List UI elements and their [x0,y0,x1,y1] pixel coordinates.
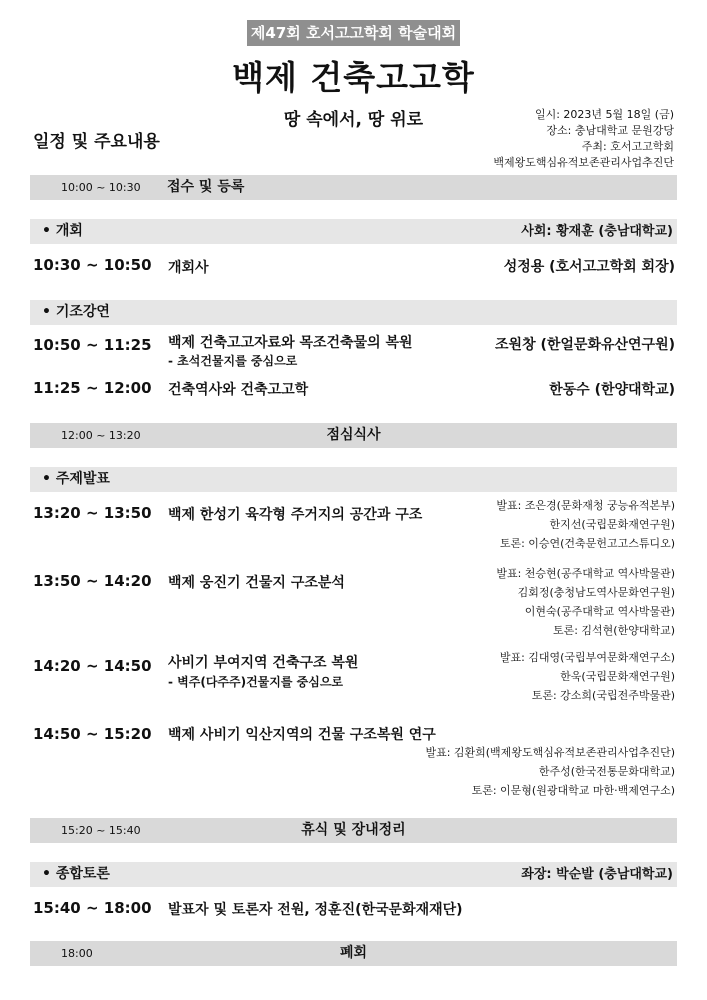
person-line: 토론: 김석현(한양대학교) [552,624,675,637]
info-host: 주최: 호서고고학회 [581,140,674,153]
person-line: 한욱(국립문화재연구원) [560,670,675,683]
person-line: 토론: 강소희(국립전주박물관) [531,689,675,702]
keynote-talk: 건축역사와 건축고고학 [168,382,309,398]
presentation-time: 13:50 ~ 14:20 [33,572,152,590]
person-line: 김회정(충청남도역사문화연구원) [517,586,675,599]
lunch-label: 점심식사 [326,427,381,443]
section-discussion [30,862,677,887]
lunch-bar [30,423,677,448]
break-bar [30,818,677,843]
presentation-talk: 백제 사비기 익산지역의 건물 구조복원 연구 [168,727,436,743]
keynote-talk: 백제 건축고고자료와 목조건축물의 복원 [168,335,413,351]
presentation-time: 13:20 ~ 13:50 [33,504,152,522]
info-venue: 장소: 충남대학교 문원강당 [546,124,674,137]
opening-time: 10:30 ~ 10:50 [33,256,152,274]
break-time: 15:20 ~ 15:40 [61,824,141,837]
section-opening [30,219,677,244]
presentation-people [500,648,675,705]
person-line: 이현숙(공주대학교 역사박물관) [524,605,675,618]
presentation-talk: 백제 한성기 육각형 주거지의 공간과 구조 [168,507,423,523]
conference-tag: 제47회 호서고고학회 학술대회 [247,20,460,46]
presentation-talk: 사비기 부여지역 건축구조 복원 [168,655,359,671]
discussion-chair: 좌장: 박순발 (충남대학교) [521,867,673,882]
opening-host: 사회: 황재훈 (충남대학교) [521,224,673,239]
section-keynote [30,300,677,325]
person-line: 토론: 이문형(원광대학교 마한·백제연구소) [471,784,675,797]
presentation-talk-sub: - 벽주(다주주)건물지를 중심으로 [168,675,344,689]
presentation-people [496,496,675,553]
opening-speaker: 성정용 (호서고고학회 회장) [503,259,675,275]
keynote-time: 11:25 ~ 12:00 [33,379,152,397]
info-cohost: 백제왕도핵심유적보존관리사업추진단 [493,156,674,169]
person-line: 발표: 김환희(백제왕도핵심유적보존관리사업추진단) [425,746,675,759]
schedule-label: 일정 및 주요내용 [33,132,160,152]
closing-bar [30,941,677,966]
keynote-speaker: 조원창 (한얼문화유산연구원) [495,337,675,353]
discussion-talk: 발표자 및 토론자 전원, 정훈진(한국문화재재단) [168,902,463,918]
lunch-time: 12:00 ~ 13:20 [61,429,141,442]
registration-time: 10:00 ~ 10:30 [61,181,141,194]
person-line: 토론: 이승연(건축문헌고고스튜디오) [499,537,675,550]
presentation-people [425,743,675,800]
discussion-time: 15:40 ~ 18:00 [33,899,152,917]
keynote-talk-sub: - 초석건물지를 중심으로 [168,354,298,368]
person-line: 한주성(한국전통문화대학교) [538,765,675,778]
registration-bar [30,175,677,200]
keynote-speaker: 한동수 (한양대학교) [549,382,675,398]
registration-label: 접수 및 등록 [167,179,245,195]
section-title: • 개회 [42,223,83,239]
person-line: 발표: 천승현(공주대학교 역사박물관) [496,567,675,580]
person-line: 발표: 조은경(문화재청 궁능유적본부) [496,499,675,512]
closing-label: 폐회 [339,945,368,961]
page-title: 백제 건축고고학 [232,58,475,97]
person-line: 발표: 김대영(국립부여문화재연구소) [499,651,675,664]
presentation-people [496,564,675,640]
section-title: • 기조강연 [42,304,110,320]
break-label: 휴식 및 장내정리 [301,822,406,838]
keynote-time: 10:50 ~ 11:25 [33,336,152,354]
presentation-time: 14:50 ~ 15:20 [33,725,152,743]
closing-time: 18:00 [61,947,93,960]
person-line: 한지선(국립문화재연구원) [549,518,675,531]
section-title: • 종합토론 [42,866,110,882]
info-date: 일시: 2023년 5월 18일 (금) [534,108,674,121]
opening-talk: 개회사 [168,260,209,276]
presentation-time: 14:20 ~ 14:50 [33,657,152,675]
section-presentations [30,467,677,492]
page-subtitle: 땅 속에서, 땅 위로 [283,110,424,130]
section-title: • 주제발표 [42,471,110,487]
presentation-talk: 백제 웅진기 건물지 구조분석 [168,575,345,591]
